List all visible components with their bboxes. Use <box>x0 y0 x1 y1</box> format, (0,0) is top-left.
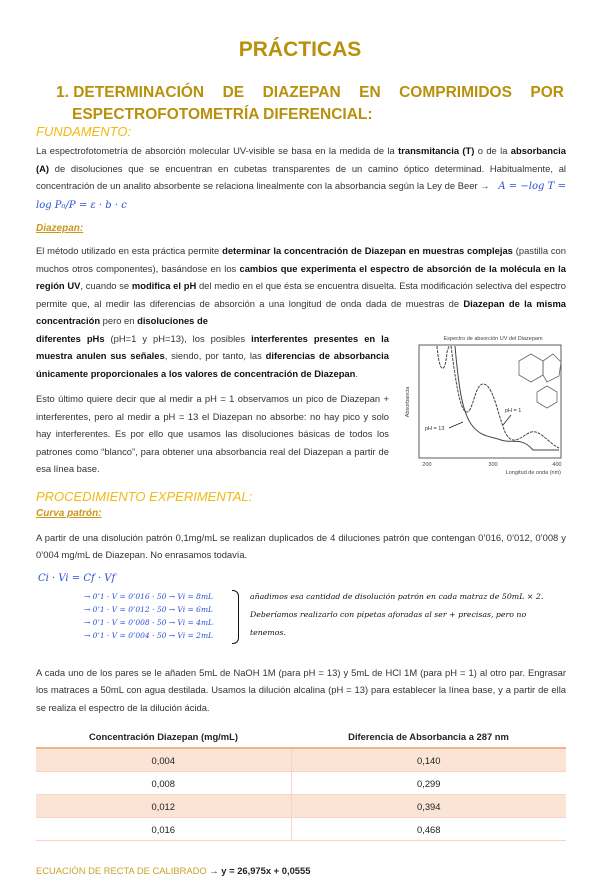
text: (pastilla con muchos otros componentes), basándose en los <box>36 245 566 274</box>
text: A cada uno de los pares se le añaden 5mL de NaOH 1M (para pH = 13) y 5mL de HCl 1M (para pH = 1) al otro par. Engrasar los matraces a 50mL con agua destilada. Usamos la dilución alcalina (pH = 13) para establecer la línea base, y a partir de ella se realiza el espectro de la dilución ácida. <box>36 666 566 713</box>
xtick-300: 300 <box>488 461 498 468</box>
curve-ph13 <box>455 346 559 450</box>
cell-absorbance: 0,394 <box>291 795 566 818</box>
dilution-formula: Ci · Vi = Cf · Vf <box>38 572 116 584</box>
label-ph1: pH = 1 <box>505 407 522 414</box>
text: El método utilizado en esta práctica permite <box>36 245 223 256</box>
procedimiento-paragraph-2 <box>36 664 566 717</box>
figure-xlabel: Longitud de onda (nm) <box>505 469 561 476</box>
uv-spectrum-figure <box>401 332 566 477</box>
heading-word: EN <box>359 84 381 101</box>
calculation-line: → 0’1 · V = 0’012 · 50 → Vi = 6mL <box>84 604 214 614</box>
text: . <box>355 367 358 379</box>
diazepan-paragraph-a <box>36 242 566 330</box>
table-row <box>36 748 566 772</box>
calibration-table <box>36 726 566 841</box>
column-header-concentration: Concentración Diazepan (mg/mL) <box>36 726 291 748</box>
table-row <box>36 818 566 841</box>
curva-patron-label: Curva patrón: <box>36 507 102 519</box>
bold-text: diferentes pHs <box>36 332 105 344</box>
text: La espectrofotometría de absorción molecular UV-visible se basa en la medida de la <box>36 145 399 156</box>
bold-text: cambios que experimenta el espectro de absorción de la molécula en la región UV <box>36 262 566 291</box>
curve-ph1-left <box>437 346 449 368</box>
cell-concentration: 0,016 <box>36 818 291 841</box>
beer-law-formula: A = −log T = log P₀/P = ε · b · c <box>36 181 566 211</box>
cell-absorbance: 0,468 <box>291 818 566 841</box>
text: de disoluciones que se encuentran en cubetas transparentes de un camino óptico determinad. Habitualmente, al concentración de un analito absorbente se relaciona linealmente con la absorbancia según la Ley de Beer → <box>36 162 566 191</box>
bold-text: diferencias de absorbancia únicamente proporcionales a los valores de concentración de Diazepan <box>36 350 389 379</box>
equation-label: ECUACIÓN DE RECTA DE CALIBRADO <box>36 865 207 876</box>
cell-concentration: 0,012 <box>36 795 291 818</box>
text: (pH=1 y pH=13), los posibles <box>104 332 252 344</box>
calibration-equation <box>36 865 566 876</box>
calculation-line: → 0’1 · V = 0’008 · 50 → Vi = 4mL <box>84 617 214 627</box>
diazepan-label: Diazepan: <box>36 223 84 234</box>
bold-text: interferentes presentes en la muestra anulen sus señales <box>36 332 389 361</box>
column-header-absorbance: Diferencia de Absorbancia a 287 nm <box>291 726 566 748</box>
cell-absorbance: 0,140 <box>291 748 566 772</box>
xtick-200: 200 <box>422 461 432 468</box>
procedimiento-paragraph-1 <box>36 529 566 564</box>
cell-absorbance: 0,299 <box>291 772 566 795</box>
fundamento-label: FUNDAMENTO: <box>36 124 132 139</box>
cell-concentration: 0,008 <box>36 772 291 795</box>
handwritten-notes <box>36 572 566 656</box>
heading-line-2: ESPECTROFOTOMETRÍA DIFERENCIAL: <box>72 106 373 123</box>
table-row <box>36 795 566 818</box>
procedimiento-label: PROCEDIMIENTO EXPERIMENTAL: <box>36 488 253 504</box>
text: pero en <box>100 315 138 326</box>
arrow-ph13 <box>449 422 463 428</box>
plot-frame <box>419 345 561 458</box>
page-title: PRÁCTICAS <box>238 38 362 61</box>
text: , siendo, por tanto, las <box>164 350 266 361</box>
figure-title: Espectro de absorción UV del Diazepam <box>443 335 543 342</box>
heading-word: POR <box>530 84 564 101</box>
document-body <box>36 124 566 896</box>
bold-text: disoluciones de <box>137 315 208 326</box>
label-ph13: pH = 13 <box>425 425 445 432</box>
text: Esto último quiere decir que al medir a pH = 1 observamos un pico de Diazepan + interferentes, pero al medir a pH = 13 el Diazepan no absorbe: no hay pico y solo hay interferentes. Es por ello que usamos las disoluciones básicas de todos los patrones como “blanco”, para obtener una absorbancia real del Diazepan a partir de esa línea base. <box>36 393 389 474</box>
arrow-ph1 <box>503 415 511 425</box>
table-row <box>36 772 566 795</box>
diazepam-structure <box>519 354 561 408</box>
heading-word: DIAZEPAN <box>262 84 341 101</box>
bold-text: determinar la concentración de Diazepan en muestras complejas <box>222 245 513 256</box>
calculation-line: → 0’1 · V = 0’016 · 50 → Vi = 8mL <box>84 591 214 601</box>
xtick-400: 400 <box>552 461 562 468</box>
handwritten-note: añadimos esa cantidad de disolución patrón en cada matraz de 50mL × 2. Deberíamos realizarlo con pipetas aforadas al ser + precisas, pero no tenemos. <box>250 591 544 637</box>
brace <box>232 590 239 644</box>
text: del medio en el que ésta se encuentra disuelta. Esta modificación selectiva del espectro permite que, al medir las diferencias de absorción a una longitud de onda dada de muestras de <box>36 280 566 309</box>
dilution-calculations <box>84 590 213 642</box>
fundamento-paragraph <box>36 142 566 214</box>
bold-text: transmitancia (T) <box>398 145 475 156</box>
heading-word: COMPRIMIDOS <box>399 84 512 101</box>
text: o de la <box>474 145 511 156</box>
equation-value: → y = 26,975x + 0,0555 <box>209 865 311 876</box>
heading-word: DE <box>222 84 245 101</box>
bold-text: modifica el pH <box>131 280 197 291</box>
section-heading <box>56 82 564 126</box>
heading-word: 1. DETERMINACIÓN <box>56 84 205 101</box>
cell-concentration: 0,004 <box>36 748 291 772</box>
bold-text: Diazepan de la misma concentración <box>36 297 566 326</box>
bold-text: absorbancia (A) <box>36 145 566 174</box>
text: A partir de una disolución patrón 0,1mg/mL se realizan duplicados de 4 diluciones patrón que contengan 0’016, 0’012, 0’008 y 0’004 mg/mL de Diazepan. No enrasamos todavía. <box>36 531 566 560</box>
text: , cuando se <box>80 280 132 291</box>
calculation-line: → 0’1 · V = 0’004 · 50 → Vi = 2mL <box>84 630 214 640</box>
figure-ylabel: Absorbancia <box>405 386 411 417</box>
heading-line-1 <box>56 82 564 104</box>
